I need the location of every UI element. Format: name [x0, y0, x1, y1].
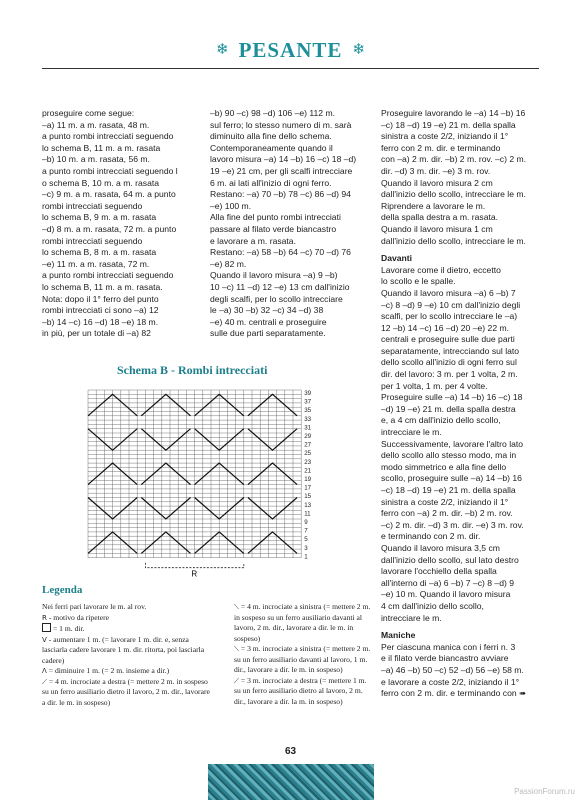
- text-line: Riprendere a lavorare le m.: [381, 200, 486, 211]
- legend-text: = 3 m. incrociate a destra (= mettere 1 m. su un ferro ausiliario dietro al lavoro, 2 m. dir., lavorare a dir. la m. in sospeso): [234, 675, 367, 706]
- text-line: sinistra a coste 2/2, iniziando il 1°: [381, 496, 509, 507]
- chart-row-number: 3: [304, 544, 308, 552]
- text-line: sul ferro; lo stesso numero di m. sarà: [210, 119, 352, 130]
- text-line: Nota: dopo il 1° ferro del punto: [42, 293, 159, 304]
- chart-row-number: 25: [304, 450, 312, 458]
- text-line: intrecciare le m.: [381, 612, 442, 623]
- text-line: –e) 10 m. Quando il lavoro misura: [381, 589, 511, 600]
- text-line: per 1 volta, 1 m. per 4 volte.: [381, 380, 488, 391]
- text-line: 6 m. ai lati all'inizio di ogni ferro.: [210, 177, 332, 188]
- text-line: 19 –e) 21 cm, per gli scalfi intrecciare: [210, 165, 353, 176]
- knitting-chart: [86, 388, 326, 584]
- text-line: Quando il lavoro misura 2 cm: [381, 177, 493, 188]
- legend-left: [42, 602, 212, 708]
- text-line: –e) 40 m. centrali e proseguire: [210, 316, 327, 327]
- text-line: e terminando con 2 m. dir.: [381, 531, 481, 542]
- text-line: e lavorare a m. rasata.: [210, 235, 296, 246]
- legend-item: [42, 613, 212, 624]
- legend-symbol: ⟋: [234, 676, 239, 685]
- text-line: Quando il lavoro misura –a) 6 –b) 7: [381, 287, 516, 298]
- schema-title: Schema B - Rombi intrecciati: [117, 363, 268, 377]
- text-column-1: [42, 108, 202, 340]
- page-title: PESANTE: [238, 38, 343, 62]
- chart-row-number: 9: [304, 519, 308, 526]
- text-line: dir. –d) 3 m. dir. –e) 3 m. rov.: [381, 165, 491, 176]
- chart-row-number: 1: [304, 553, 308, 561]
- legend-item: [234, 644, 374, 676]
- legend-symbol: Λ: [42, 667, 47, 675]
- watermark: PassionForum.ru: [514, 787, 575, 796]
- text-line: Alla fine del punto rombi intrecciati: [210, 212, 341, 223]
- legend-item: [234, 676, 374, 708]
- page-number: 63: [284, 746, 297, 757]
- text-line: lo schema B, 11 m. a m. rasata: [42, 142, 161, 153]
- text-line: –e) 82 m.: [210, 258, 247, 269]
- text-line: all'interno di –a) 6 –b) 7 –c) 8 –d) 9: [381, 577, 515, 588]
- text-line: ferro con 2 m. dir. e terminando: [381, 142, 501, 153]
- text-line: a punto rombi intrecciati seguendo: [42, 131, 174, 142]
- legend-text: = 1 m. dir.: [53, 624, 85, 633]
- text-line: 4 cm dall'inizio dello scollo,: [381, 600, 484, 611]
- text-line: –c) 9 m. a m. rasata, 64 m. a punto: [42, 189, 176, 200]
- text-line: Contemporaneamente quando il: [210, 142, 333, 153]
- chart-row-number: 11: [304, 510, 311, 518]
- text-line: –d) 19 –e) 21 m. della spalla destra: [381, 403, 516, 414]
- text-line: dall'inizio dello scollo, sul lato destro: [381, 554, 519, 565]
- text-line: separatamente, intrecciando sul lato: [381, 345, 520, 356]
- chart-row-number: 35: [304, 407, 312, 415]
- text-line: Proseguire sulle –a) 14 –b) 16 –c) 18: [381, 392, 523, 403]
- text-line: diminuito alla fine dello schema.: [210, 131, 332, 142]
- legend-text: = 4 m. incrociate a sinistra (= mettere 2 m. in sospeso su un ferro ausiliario davanti al lavoro, 2 m. dir., lavorare a dir. le m. in sospeso): [234, 602, 371, 643]
- legend-text: - aumentare 1 m. (= lavorare 1 m. dir. e, senza lasciarla cadere lavorare 1 m. dir. ritorta, poi lasciarla cadere): [42, 634, 205, 665]
- text-line: –d) 8 m. a m. rasata, 72 m. a punto: [42, 223, 177, 234]
- chart-row-number: 37: [304, 398, 312, 406]
- legend-item: [42, 635, 212, 667]
- text-line: sulle due parti separatamente.: [210, 328, 326, 339]
- text-line: –b) 90 –c) 98 –d) 106 –e) 112 m.: [210, 108, 336, 118]
- chart-row-number: 19: [304, 476, 312, 483]
- chart-row-number: 13: [304, 501, 312, 509]
- chart-row-number: 15: [304, 493, 312, 501]
- text-line: e lavorare a coste 2/2, iniziando il 1°: [381, 676, 520, 687]
- text-line: –a) 46 –b) 50 –c) 52 –d) 56 –e) 58 m.: [381, 664, 524, 675]
- text-column-3: [381, 108, 541, 700]
- legend-item: [42, 677, 212, 709]
- text-line: lo schema B, 11 m. a m. rasata.: [42, 281, 163, 292]
- chart-row-number: 31: [304, 424, 312, 432]
- legend-title: Legenda: [42, 584, 83, 596]
- text-line: lo schema B, 8 m. a m. rasata: [42, 247, 157, 258]
- legend-item: [234, 602, 374, 644]
- text-line: –c) 18 –d) 19 –e) 21 m. della spalla: [381, 119, 516, 130]
- text-line: rombi intrecciati seguendo: [42, 200, 143, 211]
- text-line: centrali e proseguire sulle due parti: [381, 334, 515, 345]
- legend-symbol: ⟋: [42, 677, 47, 686]
- text-line: con –a) 2 m. dir. –b) 2 m. rov. –c) 2 m.: [381, 154, 527, 165]
- knit-photo-strip: [208, 764, 374, 800]
- text-line: lo scollo e le spalle.: [381, 276, 456, 287]
- chart-row-number: 33: [304, 415, 312, 423]
- text-line: Quando il lavoro misura –a) 9 –b): [210, 270, 338, 281]
- header-divider: [42, 68, 539, 69]
- text-line: Restano: –a) 58 –b) 64 –c) 70 –d) 76: [210, 247, 351, 258]
- text-line: –b) 14 –c) 16 –d) 18 –e) 18 m.: [42, 316, 159, 327]
- text-column-2: [210, 108, 372, 340]
- text-line: in più, per un totale di –a) 82: [42, 328, 151, 339]
- text-line: dello scollo allo stesso modo, ma in: [381, 450, 517, 461]
- text-line: scollo, proseguire sulle –a) 14 –b) 16: [381, 473, 522, 484]
- legend-right: [234, 602, 374, 707]
- legend-symbol: ⟍: [234, 603, 239, 611]
- legend-item: [42, 666, 212, 677]
- text-line: a punto rombi intrecciati seguendo: [42, 270, 174, 281]
- legend-intro: Nei ferri pari lavorare le m. al rov.: [42, 602, 147, 611]
- text-line: e, a 4 cm dall'inizio dello scollo,: [381, 415, 501, 426]
- text-line: Restano: –a) 70 –b) 78 –c) 86 –d) 94: [210, 189, 351, 200]
- text-line: degli scalfi, per lo scollo intrecciare: [210, 293, 343, 304]
- snowflake-icon: ❄: [215, 41, 229, 58]
- chart-row-number: 7: [304, 527, 308, 535]
- text-line: rombi intrecciati ci sono –a) 12: [42, 305, 159, 316]
- text-line: –c) 18 –d) 19 –e) 21 m. della spalla: [381, 485, 516, 495]
- chart-row-number: 23: [304, 458, 312, 466]
- text-line: Proseguire lavorando le –a) 14 –b) 16: [381, 108, 526, 118]
- snowflake-icon: ❄: [352, 41, 365, 58]
- section-title-maniche: Maniche: [381, 630, 416, 641]
- text-line: e il filato verde biancastro avviare: [381, 653, 509, 664]
- text-line: –c) 2 m. dir. –d) 3 m. dir. –e) 3 m. rov.: [381, 519, 524, 530]
- section-title-davanti: Davanti: [381, 253, 413, 264]
- text-line: rombi intrecciati seguendo: [42, 235, 143, 246]
- text-line: o schema B, 10 m. a m. rasata: [42, 177, 160, 188]
- text-line: intrecciare le m.: [381, 427, 442, 438]
- text-line: Successivamente, lavorare l'altro lato: [381, 438, 524, 449]
- text-line: –e) 11 m. a m. rasata, 72 m.: [42, 258, 150, 269]
- text-line: Per ciascuna manica con i ferri n. 3: [381, 641, 516, 652]
- text-line: Quando il lavoro misura 1 cm: [381, 223, 493, 234]
- repeat-bracket: [145, 563, 243, 568]
- text-line: –b) 10 m. a m. rasata, 56 m.: [42, 154, 150, 165]
- text-line: passare al filato verde biancastro: [210, 223, 337, 234]
- chart-row-number: 17: [304, 484, 312, 492]
- chart-row-number: 21: [304, 467, 312, 475]
- chart-cable-marks: [88, 394, 297, 553]
- text-line: dello scollo all'inizio di ogni ferro sul: [381, 357, 517, 368]
- legend-text: = 3 m. incrociate a sinistra (= mettere 2 m. su un ferro ausiliario davanti al lavoro, 1 m. dir., lavorare a dir. le m. in sospeso): [234, 644, 371, 674]
- text-line: sinistra a coste 2/2, iniziando il 1°: [381, 131, 509, 142]
- text-line: le –a) 30 –b) 32 –c) 34 –d) 38: [210, 305, 324, 316]
- legend-symbol: R: [42, 613, 47, 622]
- text-line: –a) 11 m. a m. rasata, 48 m.: [42, 119, 150, 130]
- text-line: –c) 8 –d) 9 –e) 10 cm dall'inizio degli: [381, 299, 521, 310]
- text-line: 10 –c) 11 –d) 12 –e) 13 cm dall'inizio: [210, 281, 350, 292]
- legend-text: = 4 m. incrociate a destra (= mettere 2 m. in sospeso su un ferro ausiliario dietro il lavoro, 2 m. dir., lavorare a dir. le m. in sospeso): [42, 676, 210, 707]
- text-line: ferro con –a) 2 m. dir. –b) 2 m. rov.: [381, 508, 513, 519]
- chart-row-number: 5: [304, 536, 308, 544]
- text-line: proseguire come segue:: [42, 108, 135, 118]
- text-line: lo schema B, 9 m. a m. rasata: [42, 212, 157, 223]
- legend-symbol: V: [42, 635, 47, 644]
- text-line: ferro con 2 m. dir. e terminando con ➠: [381, 688, 527, 699]
- text-line: –e) 100 m.: [210, 200, 252, 211]
- legend-symbol: ⟍: [234, 645, 239, 653]
- legend-item: [42, 623, 212, 635]
- text-line: modo simmetrico e alla fine dello: [381, 461, 507, 472]
- chart-row-number: 29: [304, 433, 312, 440]
- text-line: dir. del lavoro: 3 m. per 1 volta, 2 m.: [381, 369, 518, 380]
- text-line: a punto rombi intrecciati seguendo l: [42, 165, 178, 176]
- repeat-label: R: [191, 569, 198, 579]
- text-line: dall'inizio dello scollo, intrecciare le m.: [381, 235, 526, 246]
- text-line: dall'inizio dello scollo, intrecciare le m.: [381, 189, 526, 200]
- legend-text: = diminuire 1 m. (= 2 m. insieme a dir.): [48, 666, 170, 675]
- legend-symbol: [42, 623, 51, 632]
- text-line: lavorare l'occhiello della spalla: [381, 566, 497, 577]
- text-line: della spalla destra a m. rasata.: [381, 212, 499, 223]
- page-header: [0, 38, 581, 63]
- text-line: scalfi, per lo scollo intrecciare le –a): [381, 311, 518, 322]
- text-line: Lavorare come il dietro, eccetto: [381, 264, 501, 275]
- legend-text: - motivo da ripetere: [48, 612, 109, 622]
- text-line: 12 –b) 14 –c) 16 –d) 20 –e) 22 m.: [381, 322, 510, 333]
- chart-row-number: 39: [304, 390, 312, 397]
- text-line: lavoro misura –a) 14 –b) 16 –c) 18 –d): [210, 154, 357, 165]
- chart-row-number: 27: [304, 441, 312, 449]
- text-line: Quando il lavoro misura 3,5 cm: [381, 542, 500, 553]
